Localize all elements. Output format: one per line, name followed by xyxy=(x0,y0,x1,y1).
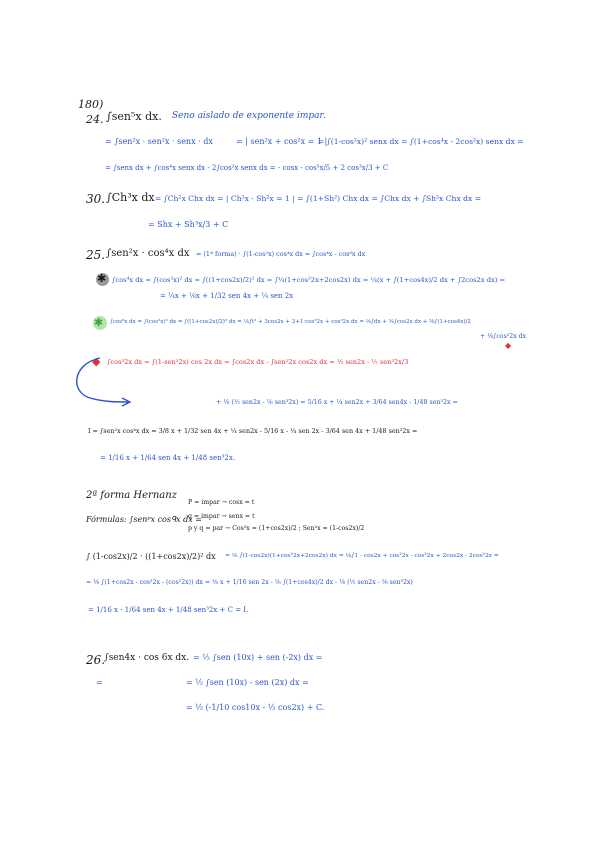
ex26-line3: = ½ (-1/10 cos10x - ½ cos2x) + C. xyxy=(186,703,325,712)
ex24-line2-c: = ∫(1-cos²x)² senx dx = ∫(1+cos⁴x - 2cos²x) senx dx = xyxy=(318,137,524,146)
ex24-line3: = ∫senx dx + ∫cos⁴x senx dx - 2∫cos²x senx dx = - cosx - cos⁵x/5 + 2 cos³x/3 + C xyxy=(105,164,389,172)
forma2-line1-a: ∫ (1-cos2x)/2 · ((1+cos2x)/2)² dx xyxy=(86,552,216,561)
curved-arrow-icon xyxy=(70,352,240,412)
ex25-green-line: ∫cos⁶x dx = ∫(cos²x)³ dx = ∫((1+cos2x)/2)³ dx = ⅛∫t³ + 3cos2x + 3+1·cos²2x + cos³2x dx = ⅛∫dx + ⅜∫cos2x dx + ⅜∫(1+cos4x)/2 xyxy=(110,319,471,325)
ex25-result-I2: = 1/16 x + 1/64 sen 4x + 1/48 sen³2x. xyxy=(100,454,236,462)
forma2-line3: = 1/16 x - 1/64 sen 4x + 1/48 sen³2x + C = I. xyxy=(88,606,249,614)
star-glyph: ✱ xyxy=(97,272,107,285)
ex24-note: Seno aislado de exponente impar. xyxy=(172,111,326,121)
red-diamond-small-icon: ◆ xyxy=(505,341,512,350)
ex25-green-line2: + ⅛∫cos³2x dx xyxy=(480,333,527,340)
forma2-line2: = ⅛ ∫(1+cos2x - cos²2x - (cos²2x)) dx = ⅛ x + 1/16 sen 2x - ⅛ ∫(1+cos4x)/2 dx - ⅛ (½ sen2x - ⅙ sen³2x) xyxy=(86,579,413,586)
ex24-line2-b: = | sen²x + cos²x = 1 | xyxy=(236,137,328,146)
ex25-blue-cont: + ⅛ (½ sen2x - ⅙ sen³2x) = 5/16 x + ¼ sen2x + 3/64 sen4x - 1/48 sen³2x = xyxy=(216,399,458,406)
page-number: 180) xyxy=(78,98,104,111)
ex25-star-line2: = ¼x + ⅛x + 1/32 sen 4x + ¼ sen 2x xyxy=(160,292,294,300)
ex24-number: 24. xyxy=(86,113,104,126)
ex24-problem: ∫sen⁵x dx. xyxy=(106,110,162,123)
green-star-glyph: ✱ xyxy=(94,316,104,329)
forma2-title: 2ª forma Hernanz xyxy=(86,490,177,501)
ex25-result-I: I = ∫sen²x cos⁴x dx = 3/8 x + 1/32 sen 4x + ¼ sen2x - 5/16 x - ¼ sen 2x - 3/64 sen 4x + 1/48 sen³2x = xyxy=(88,427,418,435)
forma2-rule3: p y q = par → Cos²x = (1+cos2x)/2 ; Sen²x = (1-cos2x)/2 xyxy=(188,525,365,532)
forma2-line1-b: = ⅛ ∫(1-cos2x)(1+cos²2x+2cos2x) dx = ⅛∫1 - cos2x + cos²2x - cos²2x + 2cos2x - 2cos²2x = xyxy=(225,553,499,559)
ex26-number: 26. xyxy=(86,653,106,667)
ex25-red-line: ∫cos³2x dx = ∫(1-sen²2x) cos 2x dx = ∫cos2x dx - ∫sen²2x cos2x dx = ½ sen2x - ½ sen³2x/3 xyxy=(107,358,409,366)
ex25-line1: = (1ª forma) · ∫(1-cos²x) cos⁴x dx = ∫cos⁴x - cos⁶x dx xyxy=(196,250,366,258)
forma2-rule2: q = impar → senx = t xyxy=(188,513,255,520)
ex26-line1: = ½ ∫sen (10x) + sen (-2x) dx = xyxy=(193,653,323,662)
ex30-line2: = Shx + Sh³x/3 + C xyxy=(148,220,229,229)
red-diamond-icon: ◆ xyxy=(92,355,101,368)
ex30-number: 30. xyxy=(86,192,106,206)
ex26-line2: = ½ ∫sen (10x) - sen (2x) dx = xyxy=(186,678,309,687)
ex30-line1: = ∫Ch²x Chx dx = | Ch²x - Sh²x = 1 | = ∫(1+Sh²) Chx dx = ∫Chx dx + ∫Sh²x Chx dx = xyxy=(155,194,482,203)
ex25-star-line: ∫cos⁴x dx = ∫(cos²x)² dx = ∫((1+cos2x)/2)² dx = ∫¼(1+cos²2x+2cos2x) dx = ¼(x + ∫(1+cos4x)/2 dx + ∫2cos2x dx) = xyxy=(112,276,506,284)
forma2-rule1: P = impar → cosx = t xyxy=(188,499,255,506)
forma2-formulas-label: Fórmulas: ∫senᵖx cosᑫx dx = xyxy=(86,515,202,524)
ex26-problem: ∫sen4x · cos 6x dx. xyxy=(104,653,190,663)
ex30-problem: ∫Ch³x dx xyxy=(106,191,155,204)
ex25-problem: ∫sen²x · cos⁴x dx xyxy=(106,248,190,259)
ex26-line2-eq: = xyxy=(96,678,103,687)
ex24-line2-a: = ∫sen²x · sen²x · senx · dx xyxy=(105,137,213,146)
ex25-number: 25. xyxy=(86,248,106,262)
